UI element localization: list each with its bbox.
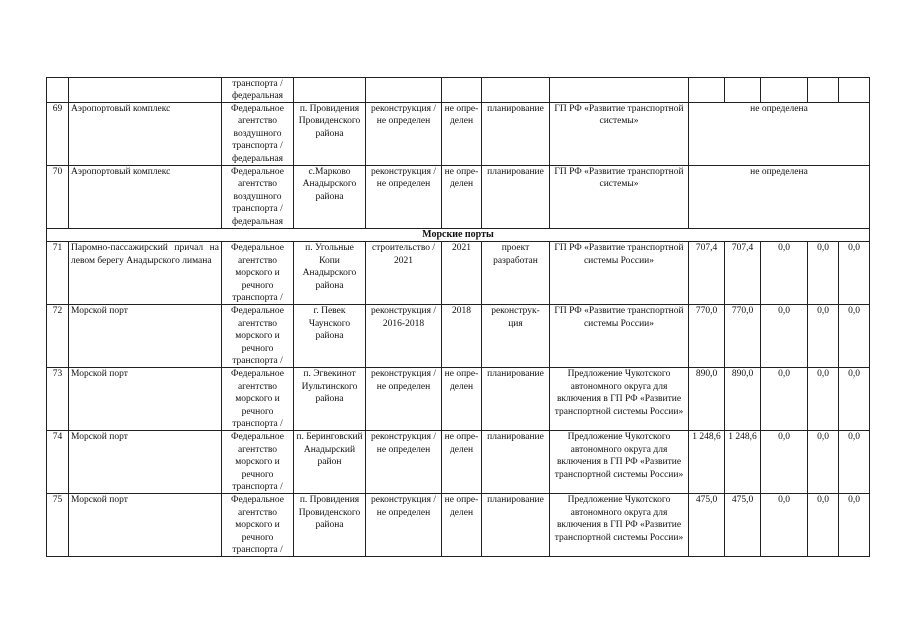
cell-v4: 0,0	[808, 494, 839, 557]
cell-v3: 0,0	[761, 494, 808, 557]
cell-program: ГП РФ «Развитие транспортной системы России»	[550, 305, 689, 368]
cell-stage: планирование	[482, 368, 550, 431]
cell-v5	[839, 78, 870, 103]
cell-num: 70	[47, 166, 69, 229]
cell-name: Аэропортовый комплекс	[69, 166, 222, 229]
cell-location: п. Провидения Провиденского района	[294, 494, 366, 557]
cell-program: ГП РФ «Развитие транспортной системы России»	[550, 242, 689, 305]
cell-agency	[222, 103, 294, 166]
cell-num: 75	[47, 494, 69, 557]
cell-stage: планирование	[482, 494, 550, 557]
cell-num: 73	[47, 368, 69, 431]
cell-funding-note: не определена	[689, 103, 870, 166]
section-header-row	[47, 229, 870, 242]
section-title: Морские порты	[47, 229, 870, 242]
cell-v5: 0,0	[839, 494, 870, 557]
cell-work-type: реконструкция / не определен	[366, 103, 442, 166]
cell-work-type	[366, 78, 442, 103]
cell-stage: планирование	[482, 103, 550, 166]
cell-num: 71	[47, 242, 69, 305]
cell-work-type: реконструкция / не определен	[366, 494, 442, 557]
table-row-carryover	[47, 78, 870, 103]
cell-v4: 0,0	[808, 368, 839, 431]
table-row	[47, 368, 870, 431]
agency-text: Федеральное агентство морского и речного транспорта /	[231, 369, 284, 430]
cell-v3: 0,0	[761, 431, 808, 494]
cell-v3: 0,0	[761, 368, 808, 431]
cell-v5: 0,0	[839, 431, 870, 494]
cell-agency	[222, 494, 294, 557]
cell-program: Предложение Чукотского автономного округа для включения в ГП РФ «Развитие транспортной системы России»	[550, 368, 689, 431]
cell-work-type: строительство / 2021	[366, 242, 442, 305]
cell-agency	[222, 242, 294, 305]
cell-year: 2021	[442, 242, 482, 305]
cell-v2: 1 248,6	[725, 431, 761, 494]
cell-agency	[222, 305, 294, 368]
agency-text: Федеральное агентство морского и речного транспорта /	[231, 306, 284, 367]
cell-v2: 707,4	[725, 242, 761, 305]
cell-stage	[482, 78, 550, 103]
cell-program: ГП РФ «Развитие транспортной системы»	[550, 166, 689, 229]
cell-year	[442, 78, 482, 103]
cell-program: ГП РФ «Развитие транспортной системы»	[550, 103, 689, 166]
table-row	[47, 494, 870, 557]
cell-v2	[725, 78, 761, 103]
cell-year: не опре-делен	[442, 166, 482, 229]
agency-text: Федеральное агентство морского и речного транспорта /	[231, 432, 284, 493]
cell-v2: 890,0	[725, 368, 761, 431]
cell-name: Морской порт	[69, 368, 222, 431]
table-row	[47, 103, 870, 166]
cell-v5: 0,0	[839, 305, 870, 368]
cell-program	[550, 78, 689, 103]
cell-v1: 475,0	[689, 494, 725, 557]
cell-program: Предложение Чукотского автономного округа для включения в ГП РФ «Развитие транспортной системы России»	[550, 494, 689, 557]
infrastructure-table	[46, 77, 870, 557]
cell-funding-note: не определена	[689, 166, 870, 229]
cell-stage: проект разработан	[482, 242, 550, 305]
cell-stage: планирование	[482, 431, 550, 494]
cell-work-type: реконструкция / не определен	[366, 431, 442, 494]
cell-v1: 707,4	[689, 242, 725, 305]
cell-v5: 0,0	[839, 242, 870, 305]
agency-text: Федеральное агентство воздушного транспорта / федеральная	[231, 104, 284, 164]
cell-name: Аэропортовый комплекс	[69, 103, 222, 166]
cell-v2: 770,0	[725, 305, 761, 368]
table-row	[47, 305, 870, 368]
cell-name: Морской порт	[69, 494, 222, 557]
cell-name: Морской порт	[69, 305, 222, 368]
cell-stage: реконструк-ция	[482, 305, 550, 368]
cell-name: Морской порт	[69, 431, 222, 494]
cell-year: не опре-делен	[442, 431, 482, 494]
cell-num: 72	[47, 305, 69, 368]
table-row	[47, 242, 870, 305]
cell-v1: 890,0	[689, 368, 725, 431]
cell-name: Паромно-пассажирский причал на левом берегу Анадырского лимана	[69, 242, 222, 305]
cell-v1: 1 248,6	[689, 431, 725, 494]
cell-agency	[222, 368, 294, 431]
cell-location: п. Эгвекинот Иультинского района	[294, 368, 366, 431]
cell-v5: 0,0	[839, 368, 870, 431]
cell-v3: 0,0	[761, 242, 808, 305]
cell-agency	[222, 78, 294, 103]
cell-location: п. Провидения Провиденского района	[294, 103, 366, 166]
cell-location: п. Беринговский Анадырский район	[294, 431, 366, 494]
cell-location	[294, 78, 366, 103]
cell-v3	[761, 78, 808, 103]
agency-text: транспорта / федеральная	[231, 79, 284, 102]
cell-v4: 0,0	[808, 431, 839, 494]
agency-text: Федеральное агентство морского и речного транспорта /	[231, 495, 284, 556]
cell-work-type: реконструкция / не определен	[366, 166, 442, 229]
cell-year: не опре-делен	[442, 368, 482, 431]
cell-name	[69, 78, 222, 103]
cell-work-type: реконструкция / 2016-2018	[366, 305, 442, 368]
cell-location: с.Марково Анадырского района	[294, 166, 366, 229]
cell-num: 69	[47, 103, 69, 166]
cell-year: не опре-делен	[442, 103, 482, 166]
cell-v2: 475,0	[725, 494, 761, 557]
agency-text: Федеральное агентство воздушного транспорта / федеральная	[231, 167, 284, 227]
cell-v4	[808, 78, 839, 103]
cell-location: п. Угольные Копи Анадырского района	[294, 242, 366, 305]
cell-v1	[689, 78, 725, 103]
table-row	[47, 431, 870, 494]
cell-stage: планирование	[482, 166, 550, 229]
cell-agency	[222, 431, 294, 494]
cell-year: 2018	[442, 305, 482, 368]
cell-agency	[222, 166, 294, 229]
cell-year: не опре-делен	[442, 494, 482, 557]
cell-program: Предложение Чукотского автономного округа для включения в ГП РФ «Развитие транспортной системы России»	[550, 431, 689, 494]
cell-work-type: реконструкция / не определен	[366, 368, 442, 431]
cell-v4: 0,0	[808, 305, 839, 368]
table-row	[47, 166, 870, 229]
cell-location: г. Певек Чаунского района	[294, 305, 366, 368]
cell-num: 74	[47, 431, 69, 494]
cell-v3: 0,0	[761, 305, 808, 368]
cell-v4: 0,0	[808, 242, 839, 305]
cell-v1: 770,0	[689, 305, 725, 368]
agency-text: Федеральное агентство морского и речного транспорта /	[231, 243, 284, 304]
cell-num	[47, 78, 69, 103]
